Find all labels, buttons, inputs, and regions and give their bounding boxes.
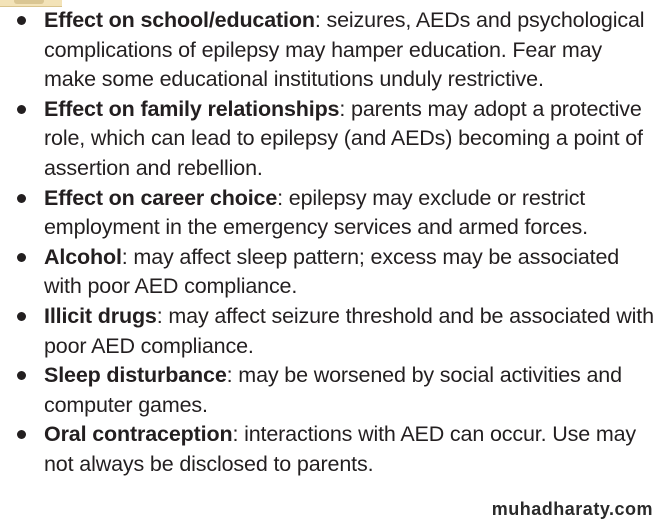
decoration-mark — [14, 0, 44, 4]
bullet-item-family — [16, 95, 656, 184]
bullet-term: Alcohol — [44, 244, 122, 269]
bullet-term: Illicit drugs — [44, 303, 157, 328]
bullet-item-career — [16, 184, 656, 243]
bullet-dot-icon — [17, 16, 26, 25]
bullet-text: : interactions with AED can occur. Use may not always be disclosed to parents. — [44, 422, 637, 476]
bullet-term: Sleep disturbance — [44, 363, 227, 388]
bullet-dot-icon — [17, 253, 26, 262]
bullet-text: : may affect sleep pattern; excess may be associated with poor AED compliance. — [44, 244, 620, 299]
bullet-list — [16, 6, 656, 480]
bullet-text: : epilepsy may exclude or restrict employment in the emergency services and armed forces. — [44, 185, 588, 240]
bullet-term: Effect on career choice — [44, 185, 278, 210]
bullet-item-alcohol — [16, 243, 656, 302]
bullet-text: : may affect seizure threshold and be associated with poor AED compliance. — [44, 303, 654, 358]
bullet-dot-icon — [17, 105, 26, 114]
bullet-item-school — [16, 6, 656, 95]
bullet-text: : parents may adopt a protective role, which can lead to epilepsy (and AEDs) becoming a point of assertion and rebellion. — [44, 96, 643, 180]
site-watermark: muhadharaty.com — [491, 499, 653, 519]
bullet-item-illicit-drugs — [16, 302, 656, 361]
bullet-dot-icon — [17, 194, 26, 203]
bullet-dot-icon — [17, 430, 26, 439]
bullet-text: : may be worsened by social activities and computer games. — [44, 363, 622, 417]
bullet-dot-icon — [17, 312, 26, 321]
bullet-term: Effect on family relationships — [44, 96, 340, 121]
bullet-term: Oral contraception — [44, 422, 233, 447]
bullet-term: Effect on school/education — [44, 8, 315, 32]
bullet-item-contraception — [16, 420, 656, 479]
bullet-item-sleep — [16, 361, 656, 420]
bullet-text: : seizures, AEDs and psychological complications of epilepsy may hamper education. Fear may make some educational institutions unduly restrictive. — [44, 8, 645, 92]
bullet-dot-icon — [17, 371, 26, 380]
